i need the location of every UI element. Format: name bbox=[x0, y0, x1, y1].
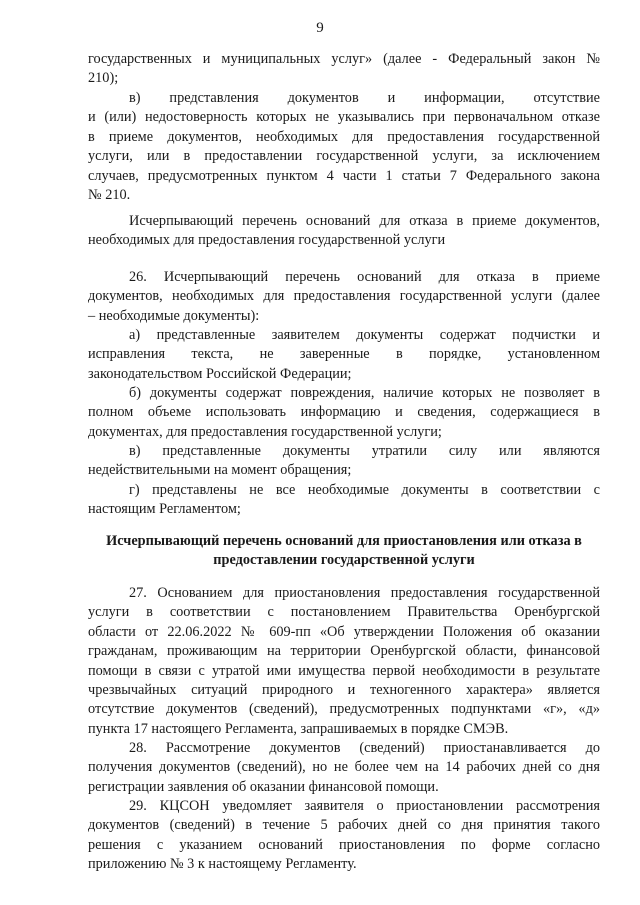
text-line: Исчерпывающий перечень оснований для отказа в приеме документов, bbox=[129, 213, 600, 229]
paragraph-26g bbox=[88, 481, 600, 520]
text-line: полном объеме использовать информацию и сведения, содержащиеся в bbox=[88, 404, 600, 421]
text-line: б) документы содержат повреждения, наличие которых не позволяет в bbox=[129, 385, 600, 401]
text-line: документах, для предоставления государственной услуги; bbox=[88, 423, 442, 440]
text-line: настоящим Регламентом; bbox=[88, 501, 241, 518]
section-heading-suspension bbox=[88, 532, 600, 571]
text-line: услуги, или в предоставлении государственной услуги, за исключением bbox=[88, 148, 600, 165]
text-line: недействительными на момент обращения; bbox=[88, 462, 352, 479]
text-line: 29. КЦСОН уведомляет заявителя о приостановлении рассмотрения bbox=[129, 798, 600, 814]
text-line: решения с указанием оснований приостановления по форме согласно bbox=[88, 836, 600, 853]
text-line: документов, необходимых для предоставления государственной услуги (далее bbox=[88, 288, 600, 305]
paragraph-26b bbox=[88, 384, 600, 442]
section-heading-refusal-reception bbox=[88, 212, 600, 251]
text-line: № 210. bbox=[88, 186, 131, 203]
text-line: пункта 17 настоящего Регламента, запрашиваемых в порядке СМЭВ. bbox=[88, 720, 509, 737]
text-line: 28. Рассмотрение документов (сведений) приостанавливается до bbox=[129, 740, 600, 756]
text-line: законодательством Российской Федерации; bbox=[88, 365, 352, 382]
text-line: помощи в связи с утратой ими имущества первой необходимости в результате bbox=[88, 662, 600, 679]
text-line: приложению № 3 к настоящему Регламенту. bbox=[88, 856, 357, 873]
paragraph-26v bbox=[88, 442, 600, 481]
paragraph-subpoint-v bbox=[88, 89, 600, 205]
paragraph-29 bbox=[88, 797, 600, 875]
text-line: государственных и муниципальных услуг» (далее - Федеральный закон № bbox=[88, 51, 600, 67]
text-line: Исчерпывающий перечень оснований для приостановления или отказа в bbox=[106, 533, 582, 549]
text-line: в) представленные документы утратили силу или являются bbox=[129, 443, 600, 459]
text-line: случаев, предусмотренных пунктом 4 части 1 статьи 7 Федерального закона bbox=[88, 167, 600, 184]
text-line: и (или) недостоверность которых не указывались при первоначальном отказе bbox=[88, 109, 600, 126]
paragraph-28 bbox=[88, 739, 600, 797]
text-line: 210); bbox=[88, 70, 119, 87]
text-line: в) представления документов и информации, отсутствие bbox=[129, 90, 600, 106]
text-line: а) представленные заявителем документы содержат подчистки и bbox=[129, 327, 600, 343]
text-line: г) представлены не все необходимые документы в соответствии с bbox=[129, 482, 600, 498]
text-line: получения документов (сведений), но не более чем на 14 рабочих дней со дня bbox=[88, 759, 600, 776]
paragraph-26 bbox=[88, 268, 600, 326]
text-line: предоставлении государственной услуги bbox=[213, 552, 475, 569]
text-line: регистрации заявления об оказании финансовой помощи. bbox=[88, 778, 439, 795]
text-line: необходимых для предоставления государственной услуги bbox=[88, 232, 446, 249]
paragraph-27 bbox=[88, 584, 600, 739]
text-line: услуги в соответствии с постановлением Правительства Оренбургской bbox=[88, 604, 600, 621]
text-line: чрезвычайных ситуаций природного и техногенного характера» является bbox=[88, 681, 600, 698]
paragraph-26a bbox=[88, 326, 600, 384]
page-number: 9 bbox=[316, 20, 324, 36]
text-line: – необходимые документы): bbox=[88, 307, 260, 324]
text-line: исправления текста, не заверенные в порядке, установленном bbox=[88, 346, 600, 363]
paragraph-continuation bbox=[88, 50, 600, 89]
text-line: области от 22.06.2022 № 609-пп «Об утверждении Положения об оказании bbox=[88, 623, 600, 640]
text-line: 26. Исчерпывающий перечень оснований для отказа в приеме bbox=[129, 269, 600, 285]
text-line: гражданам, проживающим на территории Оренбургской области, финансовой bbox=[88, 643, 600, 660]
text-line: в приеме документов, необходимых для предоставления государственной bbox=[88, 128, 600, 145]
text-line: документов (сведений) в течение 5 рабочих дней со дня принятия такого bbox=[88, 817, 600, 834]
text-line: 27. Основанием для приостановления предоставления государственной bbox=[129, 585, 600, 601]
text-line: отсутствие документов (сведений), предусмотренных подпунктами «г», «д» bbox=[88, 701, 600, 718]
